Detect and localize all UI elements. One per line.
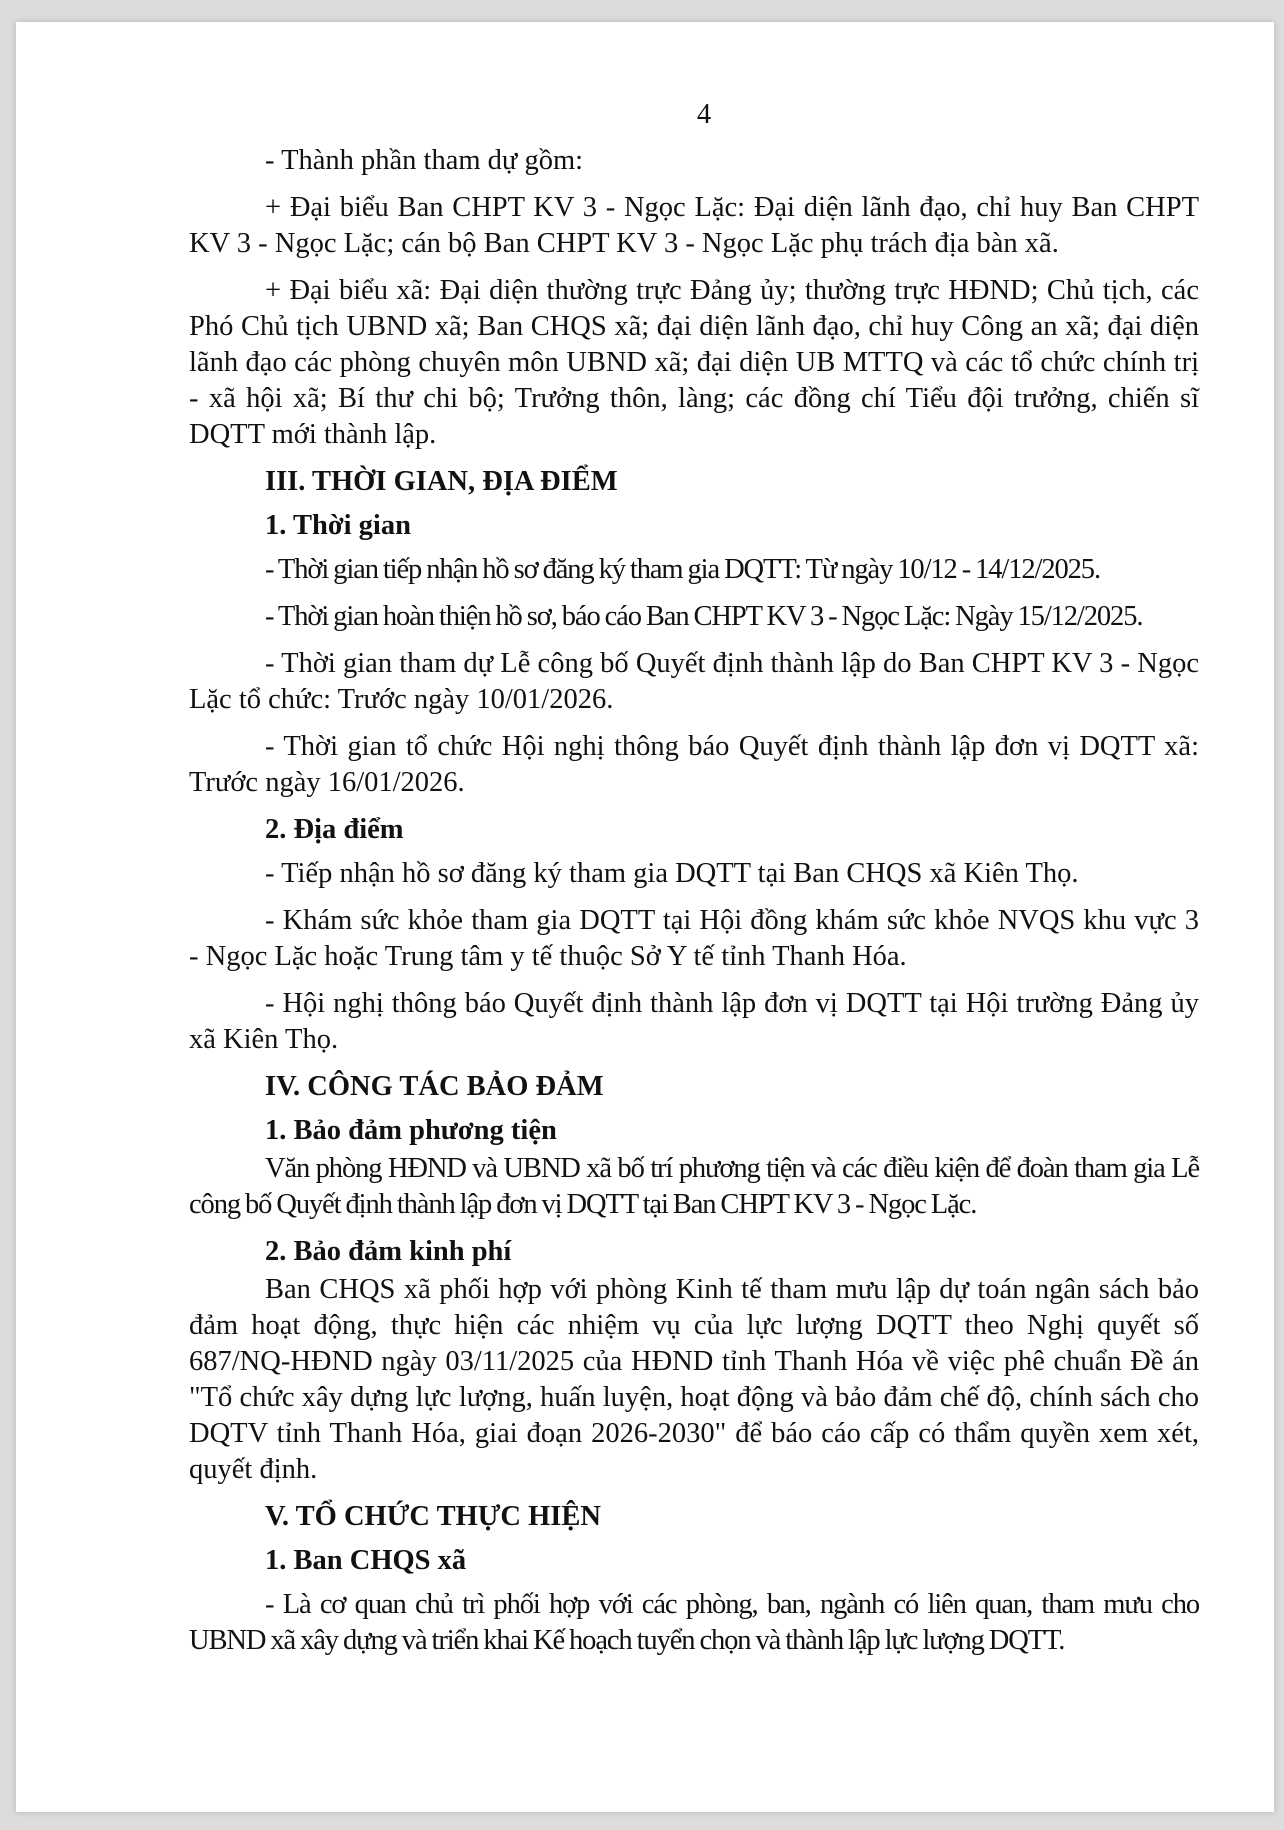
document-body (189, 97, 1199, 1670)
subheading-place: 2. Địa điểm (265, 814, 404, 845)
paragraph-vehicles: Văn phòng HĐND và UBND xã bố trí phương tiện và các điều kiện để đoàn tham gia Lễ công bố Quyết định thành lập đơn vị DQTT tại Ban CHPT KV 3 - Ngọc Lặc. (189, 1153, 1199, 1220)
paragraph-time-conference: - Thời gian tổ chức Hội nghị thông báo Quyết định thành lập đơn vị DQTT xã: Trước ngày 16/01/2026. (189, 731, 1199, 798)
paragraph-delegates-chpt: + Đại biểu Ban CHPT KV 3 - Ngọc Lặc: Đại diện lãnh đạo, chỉ huy Ban CHPT KV 3 - Ngọc Lặc; cán bộ Ban CHPT KV 3 - Ngọc Lặc phụ trách địa bàn xã. (189, 192, 1199, 259)
subheading-vehicles: 1. Bảo đảm phương tiện (265, 1115, 557, 1146)
paragraph-place-receiving: - Tiếp nhận hồ sơ đăng ký tham gia DQTT tại Ban CHQS xã Kiên Thọ. (265, 858, 1079, 889)
page-number: 4 (696, 99, 712, 130)
section-heading-implementation: V. TỔ CHỨC THỰC HIỆN (265, 1501, 601, 1532)
paragraph-time-receiving: - Thời gian tiếp nhận hồ sơ đăng ký tham gia DQTT: Từ ngày 10/12 - 14/12/2025. (265, 554, 1100, 585)
paragraph-time-completion: - Thời gian hoàn thiện hồ sơ, báo cáo Ban CHPT KV 3 - Ngọc Lặc: Ngày 15/12/2025. (265, 601, 1143, 632)
paragraph-attendees: - Thành phần tham dự gồm: (265, 145, 584, 176)
paragraph-place-conference: - Hội nghị thông báo Quyết định thành lập đơn vị DQTT tại Hội trường Đảng ủy xã Kiên Thọ. (189, 988, 1199, 1055)
paragraph-time-ceremony: - Thời gian tham dự Lễ công bố Quyết định thành lập do Ban CHPT KV 3 - Ngọc Lặc tổ chức: Trước ngày 10/01/2026. (189, 648, 1199, 715)
section-heading-assurance: IV. CÔNG TÁC BẢO ĐẢM (265, 1071, 604, 1102)
paragraph-chqs-role: - Là cơ quan chủ trì phối hợp với các phòng, ban, ngành có liên quan, tham mưu cho UBND xã xây dựng và triển khai Kế hoạch tuyển chọn và thành lập lực lượng DQTT. (189, 1589, 1199, 1656)
paragraph-place-health-check: - Khám sức khỏe tham gia DQTT tại Hội đồng khám sức khỏe NVQS khu vực 3 - Ngọc Lặc hoặc Trung tâm y tế thuộc Sở Y tế tỉnh Thanh Hóa. (189, 905, 1199, 972)
paragraph-delegates-commune: + Đại biểu xã: Đại diện thường trực Đảng ủy; thường trực HĐND; Chủ tịch, các Phó Chủ tịch UBND xã; Ban CHQS xã; đại diện lãnh đạo, chỉ huy Công an xã; đại diện lãnh đạo các phòng chuyên môn UBND xã; đại diện UB MTTQ và các tổ chức chính trị - xã hội xã; Bí thư chi bộ; Trưởng thôn, làng; các đồng chí Tiểu đội trưởng, chiến sĩ DQTT mới thành lập. (189, 275, 1199, 450)
section-heading-time-place: III. THỜI GIAN, ĐỊA ĐIỂM (265, 466, 618, 497)
paragraph-funding: Ban CHQS xã phối hợp với phòng Kinh tế tham mưu lập dự toán ngân sách bảo đảm hoạt động, thực hiện các nhiệm vụ của lực lượng DQTT theo Nghị quyết số 687/NQ-HĐND ngày 03/11/2025 của HĐND tỉnh Thanh Hóa về việc phê chuẩn Đề án "Tổ chức xây dựng lực lượng, huấn luyện, hoạt động và bảo đảm chế độ, chính sách cho DQTV tỉnh Thanh Hóa, giai đoạn 2026-2030" để báo cáo cấp có thẩm quyền xem xét, quyết định. (189, 1274, 1199, 1485)
subheading-funding: 2. Bảo đảm kinh phí (265, 1236, 512, 1267)
subheading-chqs: 1. Ban CHQS xã (265, 1545, 467, 1576)
document-page (16, 22, 1274, 1812)
subheading-time: 1. Thời gian (265, 510, 411, 541)
